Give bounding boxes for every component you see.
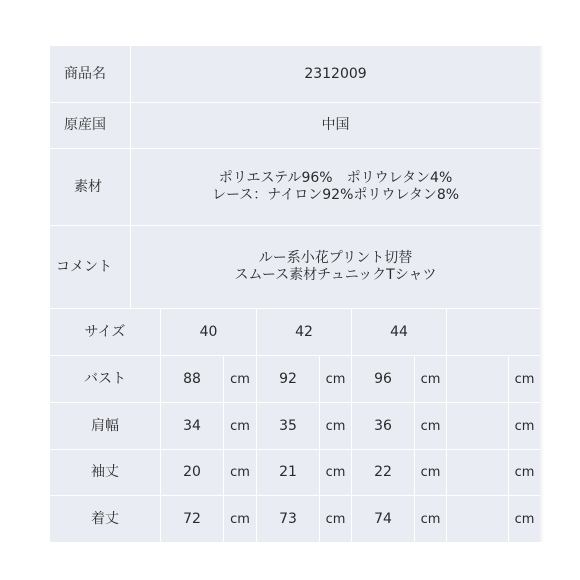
measure-value: 22 <box>374 464 392 480</box>
unit-label: cm <box>514 511 535 527</box>
measure-value: 36 <box>374 417 392 434</box>
unit-label: cm <box>420 418 441 434</box>
material-row <box>50 149 540 225</box>
measure-value: 35 <box>279 417 297 434</box>
material-label: 素材 <box>74 178 102 195</box>
measure-value: 72 <box>183 510 201 527</box>
unit-label: cm <box>420 465 441 480</box>
unit-label: cm <box>230 371 250 387</box>
unit-label: cm <box>325 465 346 480</box>
size-40: 40 <box>199 323 218 340</box>
comment-row <box>50 226 540 308</box>
comment-line-2: スムース素材チュニックTシャツ <box>234 267 437 283</box>
material-line-1: ポリエステル96% ポリウレタン4% <box>218 170 453 186</box>
measure-value: 88 <box>183 370 201 387</box>
measure-value: 20 <box>183 464 201 480</box>
measure-value: 73 <box>279 510 297 527</box>
measure-label: 袖丈 <box>91 464 119 480</box>
unit-label: cm <box>230 418 250 434</box>
card-edge-shadow <box>540 46 544 542</box>
measure-value: 92 <box>279 370 297 387</box>
measure-row-sleeve <box>50 450 540 495</box>
product-name-value: 2312009 <box>304 65 367 82</box>
measure-label: バスト <box>84 370 126 387</box>
unit-label: cm <box>230 465 250 480</box>
comment-line-1: ルー系小花プリント切替 <box>258 250 413 266</box>
unit-label: cm <box>420 371 441 387</box>
origin-label: 原産国 <box>64 117 106 133</box>
measure-value: 21 <box>279 464 297 480</box>
unit-label: cm <box>325 418 346 434</box>
unit-label: cm <box>514 371 535 387</box>
unit-label: cm <box>230 511 250 527</box>
measure-value: 34 <box>183 417 201 434</box>
measure-label: 肩幅 <box>91 417 119 434</box>
size-header-row <box>50 309 540 355</box>
measure-row-shoulder <box>50 403 540 449</box>
product-info-card <box>50 46 540 542</box>
measure-row-length <box>50 496 540 542</box>
unit-label: cm <box>325 371 346 387</box>
measure-value: 96 <box>374 370 392 387</box>
unit-label: cm <box>514 418 535 434</box>
product-name-label: 商品名 <box>64 65 106 82</box>
measure-label: 着丈 <box>91 510 119 527</box>
size-42: 42 <box>295 323 313 340</box>
measure-row-bust <box>50 356 540 402</box>
size-44: 44 <box>390 323 408 340</box>
unit-label: cm <box>325 511 346 527</box>
material-line-2: レース：ナイロン92%ポリウレタン8% <box>211 187 460 203</box>
origin-row <box>50 103 540 148</box>
material-value <box>131 149 540 225</box>
size-header-label: サイズ <box>84 323 126 340</box>
comment-value <box>131 226 540 308</box>
product-name-row <box>50 46 540 102</box>
origin-value: 中国 <box>321 117 350 133</box>
unit-label: cm <box>420 511 441 527</box>
unit-label: cm <box>514 465 535 480</box>
comment-label: コメント <box>56 258 112 275</box>
measure-value: 74 <box>374 510 392 527</box>
